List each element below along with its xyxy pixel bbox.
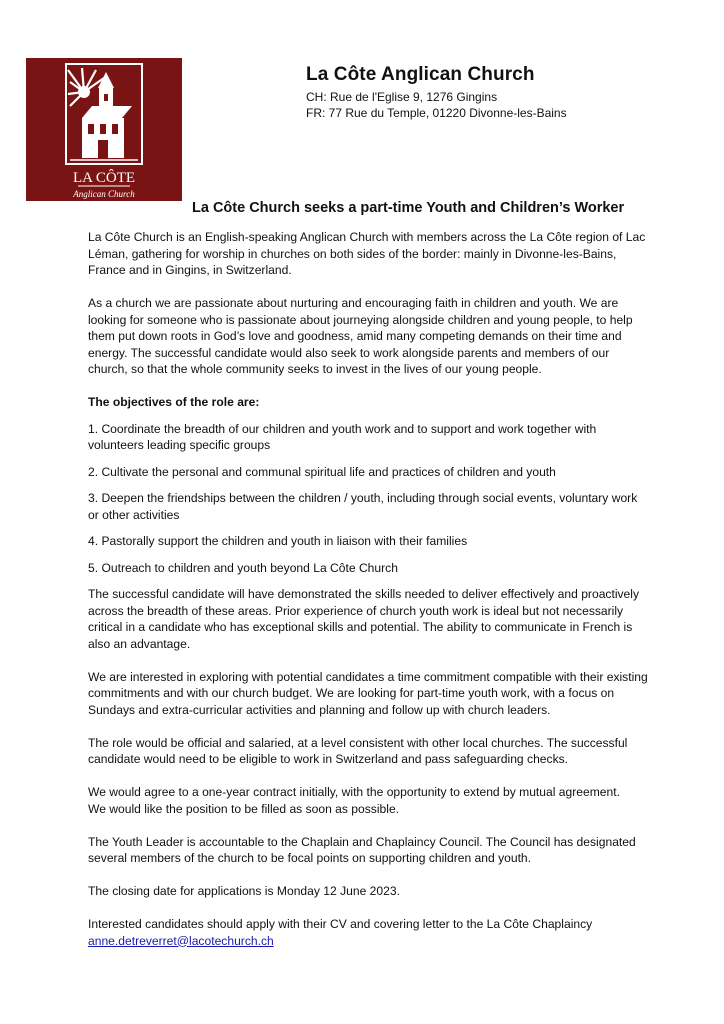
church-logo-icon	[26, 58, 182, 201]
page-title: La Côte Church seeks a part-time Youth and Children’s Worker	[192, 200, 625, 216]
skills-paragraph: The successful candidate will have demonstrated the skills needed to deliver effectively and proactively across the breadth of these areas. Prior experience of church youth work is ideal but not necessarily critical in a candidate who has exceptional skills and potential. The ability to communicate in French is also an advantage.	[88, 587, 640, 651]
objective-item: 1. Coordinate the breadth of our children and youth work and to support and work together with volunteers leading specific groups	[88, 421, 597, 452]
logo-line2: Anglican Church	[73, 189, 135, 199]
objective-item: 2. Cultivate the personal and communal spiritual life and practices of children and youth	[88, 464, 556, 479]
contract-paragraph: We would agree to a one-year contract initially, with the opportunity to extend by mutual agreement.	[88, 785, 620, 799]
org-name: La Côte Anglican Church	[306, 64, 535, 85]
accountable-paragraph: The Youth Leader is accountable to the Chaplain and Chaplaincy Council. The Council has designated several members of the church to be focal points on supporting children and youth.	[88, 834, 636, 865]
objective-item: 4. Pastorally support the children and youth in liaison with their families	[88, 534, 468, 548]
objective-item: 3. Deepen the friendships between the children / youth, including through social events, voluntary work or other activities	[88, 491, 638, 522]
address-ch: CH: Rue de l'Eglise 9, 1276 Gingins	[306, 90, 498, 104]
passion-paragraph: As a church we are passionate about nurturing and encouraging faith in children and youth. We are looking for someone who is passionate about journeying alongside children and young people, to help them put down roots in God’s love and goodness, amid many competing demands on their time and energy. The successful candidate would also seek to work alongside parents and members of our church, so that the whole community seeks to invest in the lives of our young people.	[88, 296, 633, 376]
contact-email-link[interactable]: anne.detreverret@lacotechurch.ch	[88, 933, 274, 948]
letterhead	[306, 64, 567, 121]
church-logo	[26, 58, 182, 201]
salary-paragraph: The role would be official and salaried, at a level consistent with other local churches. The successful candidate would need to be eligible to work in Switzerland and pass safeguarding checks.	[88, 735, 628, 766]
asap-paragraph: We would like the position to be filled as soon as possible.	[88, 801, 400, 816]
time-paragraph: We are interested in exploring with potential candidates a time commitment compatible with their existing commitments and with our church budget. We are looking for part-time youth work, with a focus on Sundays and extra-curricular activities and planning and follow up with church leaders.	[88, 669, 648, 717]
objectives-heading: The objectives of the role are:	[88, 395, 260, 409]
logo-line1: LA CÔTE	[72, 170, 136, 186]
closing-date-paragraph: The closing date for applications is Monday 12 June 2023.	[88, 884, 400, 898]
apply-paragraph: Interested candidates should apply with their CV and covering letter to the La Côte Chaplaincy	[88, 917, 593, 931]
address-fr: FR: 77 Rue du Temple, 01220 Divonne-les-Bains	[306, 106, 567, 120]
document-body	[88, 229, 648, 949]
intro-paragraph: La Côte Church is an English-speaking Anglican Church with members across the La Côte region of Lac Léman, gathering for worship in churches on both sides of the border: mainly in Divonne-les-Bains, France and in Gingins, in Switzerland.	[88, 230, 646, 277]
objective-item: 5. Outreach to children and youth beyond La Côte Church	[88, 560, 398, 575]
